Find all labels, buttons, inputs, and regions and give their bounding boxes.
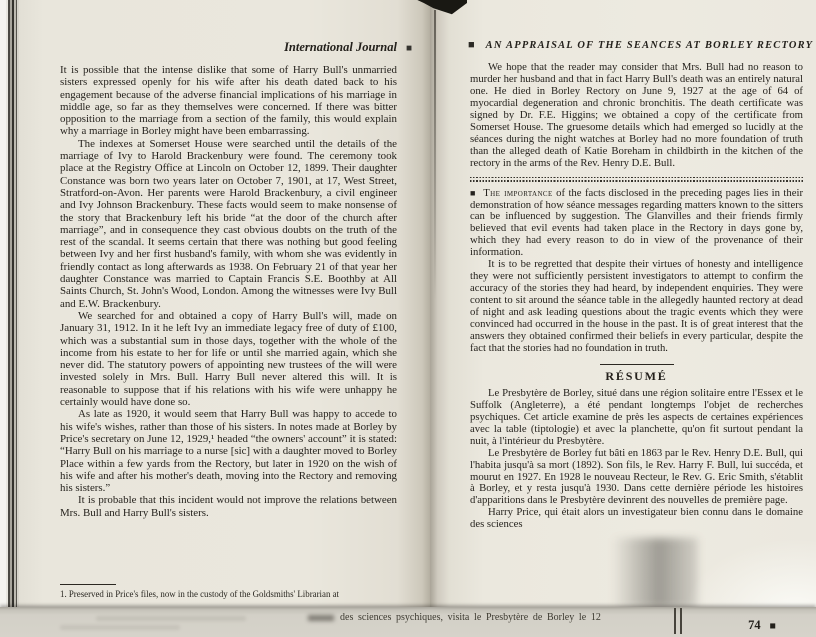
ghost-text-smudge (60, 625, 180, 630)
square-bullet-icon: ■ (405, 43, 412, 54)
curled-gutter-lines (674, 608, 682, 634)
paragraph (470, 188, 803, 260)
paragraph: We searched for and obtained a copy of Harry Bull's will, made on January 31, 1912. In it he left Ivy an immediate legacy free of duty of £100, which was a substantial sum in those days, together with the whole of the income from his estate to her for life or until she married again, which she never did. The statutory powers of appointing new trustees of the will were invested solely in Mrs. Bull. Harry Bull never altered this will. It is reasonable to suppose that if his relations with his wife were unhappy he certainly would have done so. (60, 309, 397, 409)
paragraph: It is possible that the intense dislike that some of Harry Bull's unmarried sisters expressed openly for his wife after his death dated back to his engagement because of the adverse financial implications of his marriage in middle age, so far as they themselves were concerned. If there was bitter opposition to the marriage from a section of the family, this would explain why a marriage in Borley might have been embarrassing. (60, 64, 397, 138)
page-number (748, 618, 776, 633)
paragraph: Harry Price, qui était alors un investigateur bien connu dans le domaine des sciences (470, 506, 803, 531)
ghost-text-smudge (96, 616, 246, 621)
paragraph: Le Presbytère de Borley fut bâti en 1863 par le Rev. Henry D.E. Bull, qui l'habita jusqu'à sa mort (1892). Son fils, le Rev. Harry F. Bull, lui succéda, et mourut en 1927. En 1928 le nouveau Recteur, le Rev. G. Eric Smith, s'établit à Borley, et y resta jusqu'à 1930. Dans cette dernière période les histoires d'apparitions dans le Presbytère devinrent des nouvelles de première page. (470, 446, 803, 507)
footnote-text: 1. Preserved in Price's files, now in the custody of the Goldsmiths' Librarian at (60, 589, 340, 599)
right-header-title: AN APPRAISAL OF THE SEANCES AT BORLEY RECTORY (485, 40, 814, 51)
left-running-header (58, 40, 412, 55)
right-page-body (470, 62, 803, 531)
bottom-curled-page-strip (0, 607, 816, 637)
paragraph: Le Presbytère de Borley, situé dans une région solitaire entre l'Essex et le Suffolk (Angleterre), a été pendant longtemps l'objet de recherches psychiques. Cet article examine de près les aspects de certaines expériences avec la table (tiptologie) et avec la planchette, qu'on fit surtout pendant la nuit, à l'intérieur du Presbytère. (470, 386, 803, 447)
book-page-edges (6, 0, 19, 637)
square-bullet-icon: ■ (769, 621, 776, 632)
square-bullet-icon: ■ (470, 187, 477, 198)
resume-heading: RÉSUMÉ (605, 368, 668, 383)
left-page-body (60, 64, 397, 519)
ink-smudge (308, 615, 334, 621)
paragraph: It is to be regretted that despite their virtues of honesty and intelligence they were not sufficiently persistent investigators to attempt to confirm the accuracy of the stories they had heard, by independent enquiries. They were content to sit around the séance table in the allegedly haunted rectory at dead of night and ask leading questions about the tragic events which they were convinced had occurred in the house in the past. It is of great interest that the answers they obtained confirmed their beliefs in every particular, despite the fact that the stories had no foundation in truth. (470, 258, 803, 354)
page-curl-highlight (686, 540, 816, 608)
curled-text: des sciences psychiques, visita le Presbytère de Borley le 12 (340, 612, 601, 623)
square-bullet-icon: ■ (468, 39, 475, 51)
right-running-header (468, 39, 812, 51)
paragraph: The indexes at Somerset House were searched until the details of the marriage of Ivy to Harold Brackenbury were found. The ceremony took place at the Registry Office at Lincoln on October 12, 1899. Their daughter Constance was born two years later on October 7, 1901, at 17, West Street, Stratford-on-Avon. Her parents were Harold Brackenbury, a civil engineer and Ivy Johnson Brackenbury. These facts would seem to make nonsense of the story that Brackenbury left his bride “at the door of the church after marriage”, and in consequence they cast obvious doubts on the truth of the rest of the scandal. It seems certain that there was nothing but good feeling between Ivy and her first husband's family, with whom she was evidently in friendly contact as long afterwards as 1938. On February 21 of that year her daughter Constance was married to Captain Francis S.E. Boothby at All Saints Church, St. John's Wood, London. Among the witnesses were Ivy Bull and E.W. Brackenbury. (60, 137, 397, 310)
left-header-title: International Journal (284, 40, 397, 54)
paragraph-text: of the facts disclosed in the preceding pages lies in their demonstration of how séance messages regarding matters known to the sitters can be influenced by suggestion. The Glanvilles and their friends firmly believed that evil events had taken place in the Rectory in days gone by, which they had every reason to do in view of the provenance of their information. (470, 186, 804, 259)
paragraph: It is probable that this incident would not improve the relations between Mrs. Bull and Harry Bull's sisters. (60, 494, 397, 519)
resume-rule (600, 364, 674, 365)
curled-line-text (308, 612, 601, 623)
section-divider-rule (470, 177, 803, 182)
paragraph: As late as 1920, it would seem that Harry Bull was happy to accede to his wife's wishes, rather than those of his sisters. In notes made at Borley by Price's secretary on June 12, 1929,¹ headed “the owners' account” it is stated: “Harry Bull on his marriage to a nurse [sic] with a daughter moved to Borley Place within a few yards from the Rectory, but later in 1920 on the wish of his wife and after his mother's death, moving into the Rectory and removing his sisters.” (60, 408, 397, 495)
gutter-crease (434, 10, 436, 300)
footnote-rule (60, 584, 116, 585)
page-number-text: 74 (748, 618, 761, 632)
paragraph: We hope that the reader may consider that Mrs. Bull had no reason to murder her husband and that in fact Harry Bull's death was an entirely natural one. He died in Borley Rectory on June 9, 1927 at the age of 64 of myocardial degeneration and chronic bronchitis. The death certificate was signed by Dr. F.E. Higgins; we obtained a copy of the certificate from Somerset House. The gruesome details which had emerged so lucidly at the séances during the night watches at Borley had no more foundation of truth than the alleged death of Katie Boreham in childbirth in the kitchen of the rectory in the arms of the Rev. Henry D.E. Bull. (470, 61, 803, 169)
smallcaps-lead: The importance (483, 186, 553, 199)
footnote-block (60, 584, 397, 599)
